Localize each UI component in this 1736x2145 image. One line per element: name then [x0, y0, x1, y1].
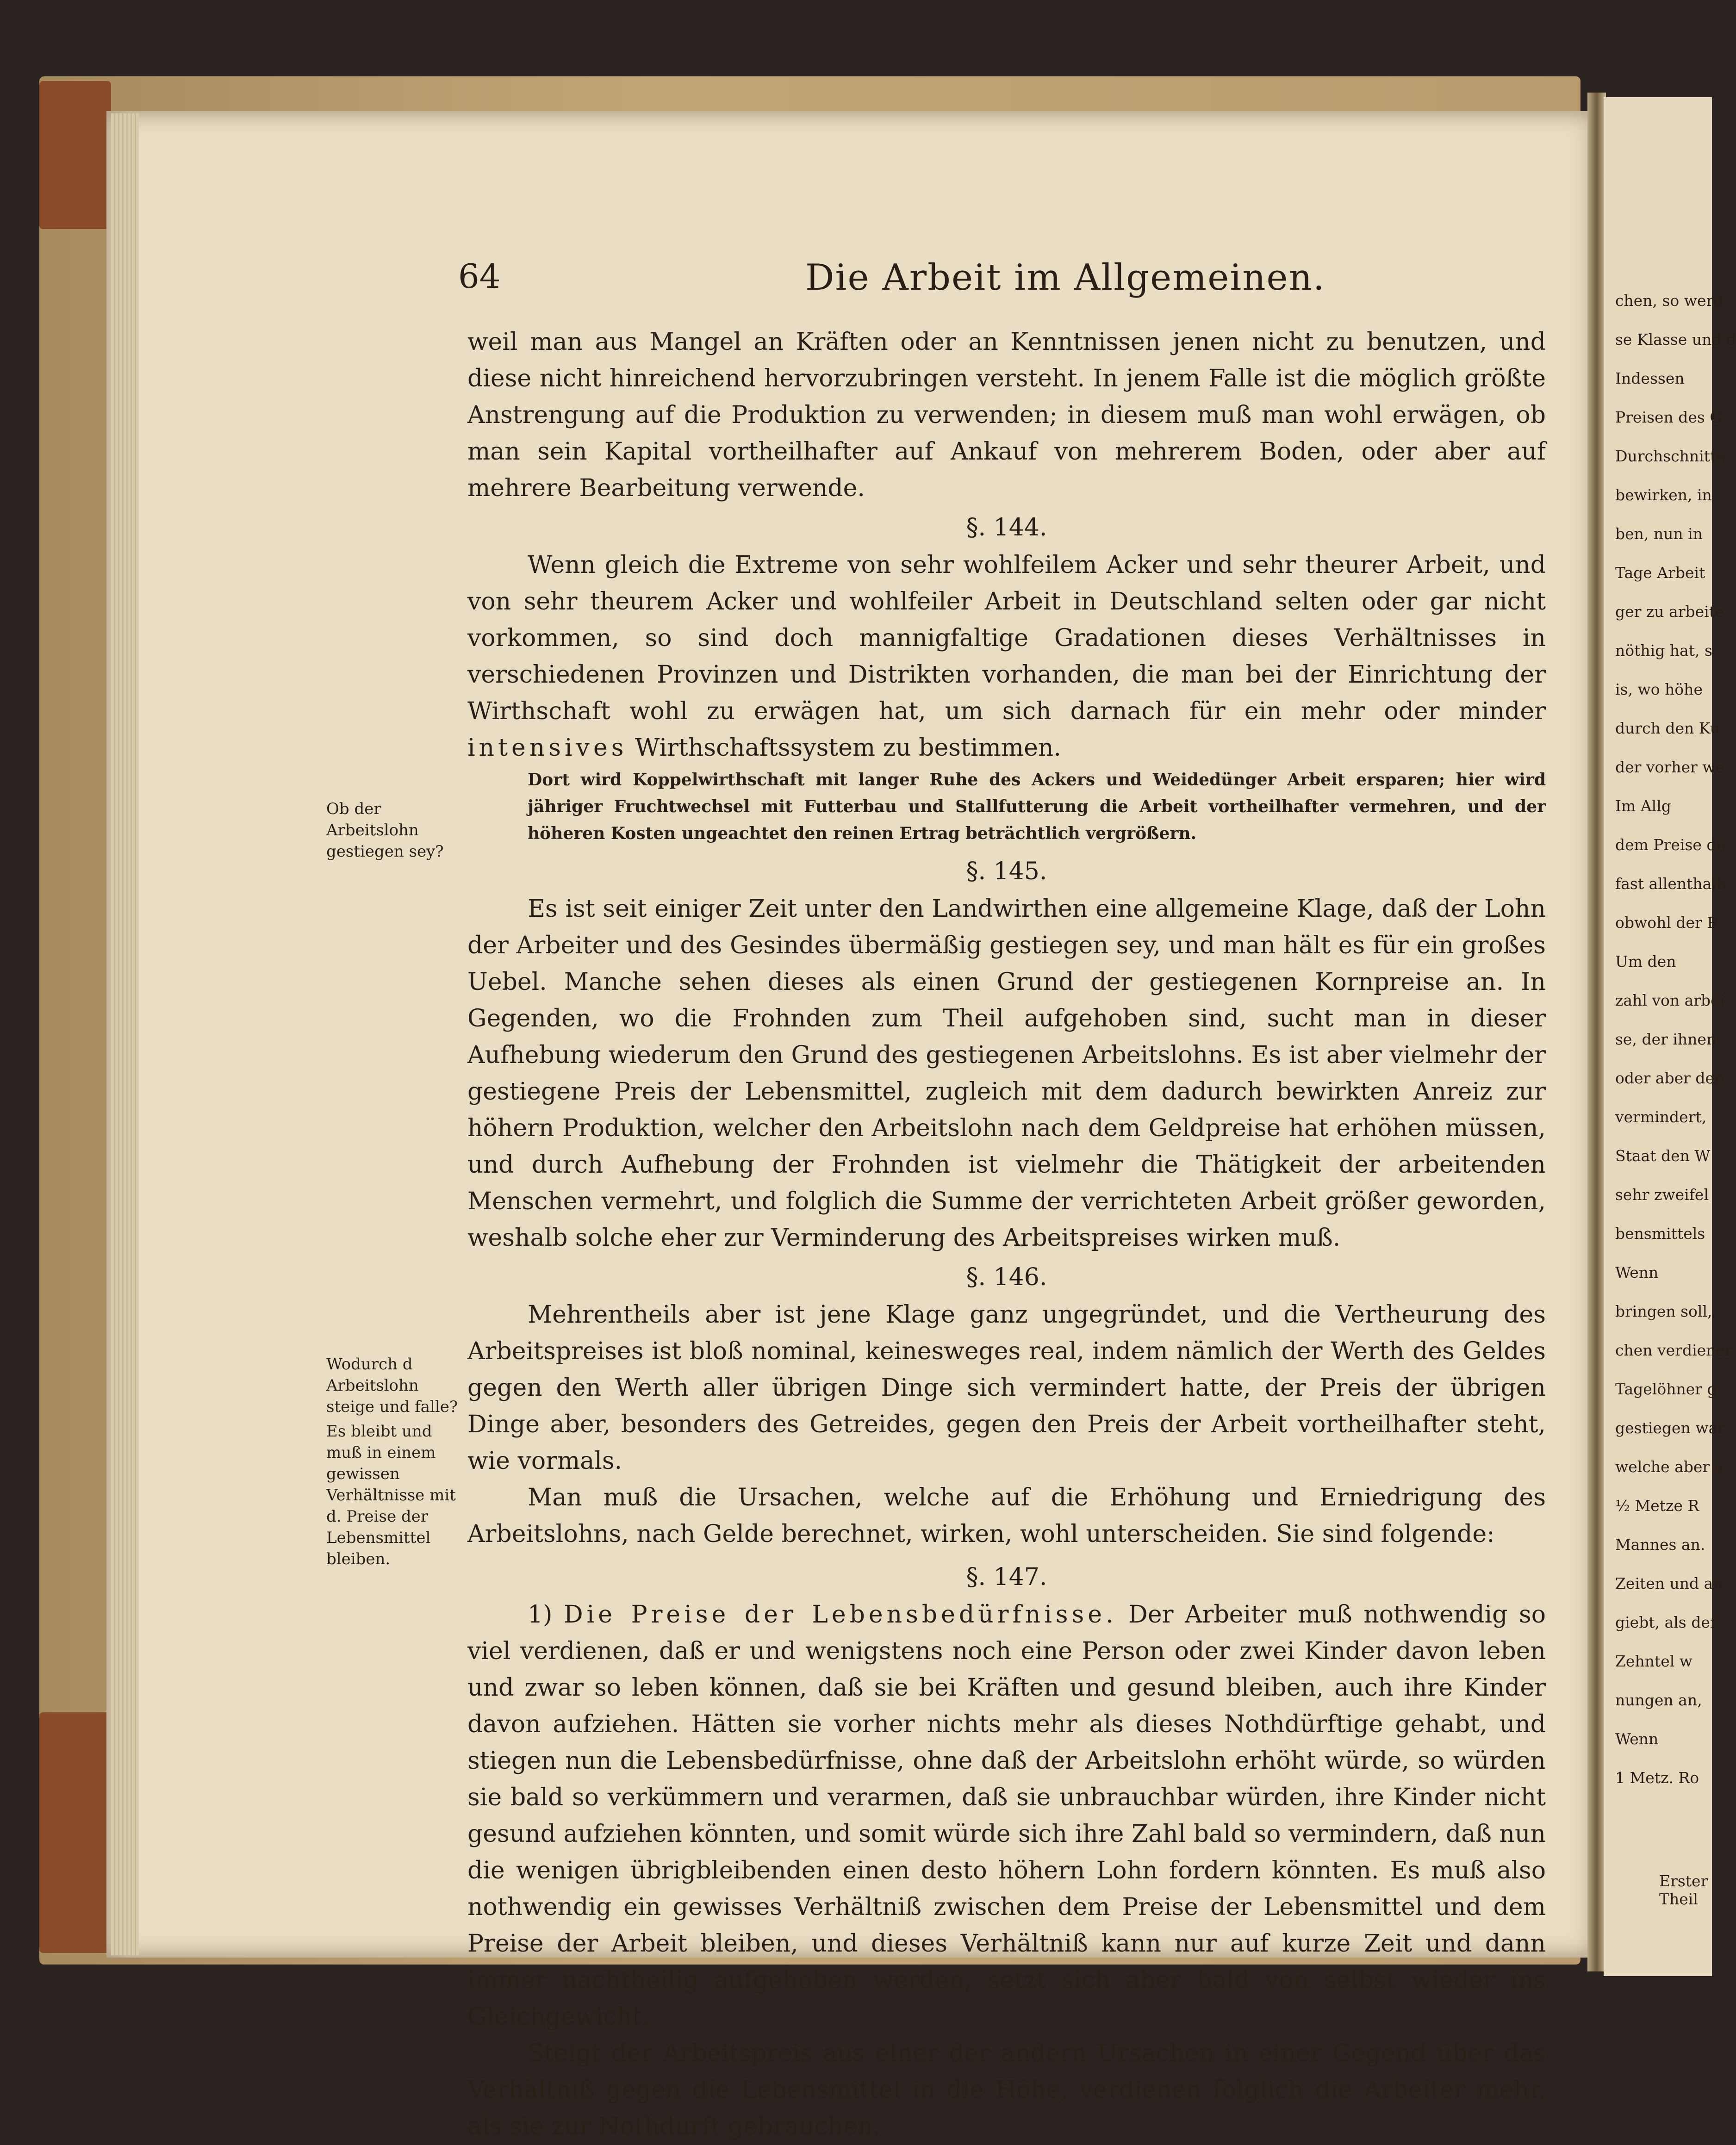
right-page-line: Mannes an.: [1615, 1536, 1705, 1554]
right-page-line: welche aber a: [1615, 1458, 1724, 1476]
right-page-line: ½ Metze R: [1615, 1497, 1699, 1515]
section-heading-144: §. 144.: [966, 514, 1047, 541]
right-page-line: vermindert,: [1615, 1108, 1707, 1126]
paragraph-147: [467, 1597, 1546, 2035]
right-page-line: Wenn: [1615, 1263, 1659, 1281]
right-page-line: bringen soll,: [1615, 1302, 1712, 1320]
right-page-footer: Erster Theil: [1659, 1872, 1708, 1908]
leather-corner-top: [39, 81, 111, 229]
leather-corner-bottom: [39, 1712, 111, 1953]
right-page-line: Wenn: [1615, 1730, 1659, 1748]
footnote-144: Dort wird Koppelwirthschaft mit langer Ruhe des Ackers und Weidedünger Arbeit ersparen; hier wird jähriger Fruchtwechsel mit Futterbau und Stallfutterung die Arbeit vortheilhafter vermehren, und der höheren Kosten ungeachtet den reinen Ertrag beträchtlich vergrößern.: [528, 770, 1546, 843]
paragraph-147-b: Steigt der Arbeitspreis aus einer der andern Ursachen in einer Gegend über das Verhältniß gegen die Lebensmittel in die Höhe, verdienen folglich die Arbeiter mehr, als sie zur Nothdurft gebrauchen,: [467, 2039, 1546, 2140]
right-page-line: der vorher we: [1615, 758, 1725, 776]
margin-note-cause: Wodurch d Arbeitslohn steige und falle?: [326, 1355, 458, 1416]
page-edge: [111, 113, 139, 1955]
paragraph-146: Mehrentheils aber ist jene Klage ganz ungegründet, und die Vertheurung des Arbeitspreises ist bloß nominal, keinesweges real, indem nämlich der Werth des Geldes gegen den Werth aller übrigen Dinge sich vermindert hatte, der Preis der übrigen Dinge aber, besonders des Getreides, gegen den Preis der Arbeit vortheilhafter steht, wie vormals.: [467, 1301, 1546, 1475]
spaced-word: intensives: [467, 734, 628, 762]
right-page-line: se Klasse und d: [1615, 330, 1736, 348]
page-number: 64: [458, 257, 501, 296]
right-page-line: Tagelöhner g: [1615, 1380, 1717, 1398]
margin-note-ratio: Es bleibt und muß in einem gewissen Verhältnisse mit d. Preise der Lebensmittel bleiben.: [326, 1422, 456, 1568]
right-page-line: ger zu arbeite: [1615, 603, 1724, 621]
right-page-line: Durchschnitte: [1615, 447, 1725, 465]
right-page-line: Preisen des G: [1615, 408, 1722, 426]
right-page-line: Zeiten und an: [1615, 1574, 1723, 1592]
right-page-line: sehr zweifel: [1615, 1186, 1709, 1204]
right-page-line: oder aber den: [1615, 1069, 1724, 1087]
page-header: [458, 257, 1541, 308]
right-page-line: Zehntel w: [1615, 1652, 1693, 1670]
right-page-line: dem Preise de: [1615, 836, 1726, 854]
paragraph-145: Es ist seit einiger Zeit unter den Landwirthen eine allgemeine Klage, daß der Lohn der Arbeiter und des Gesindes übermäßig gestiegen sey, und man hält es für ein großes Uebel. Manche sehen dieses als einen Grund der gestiegenen Kornpreise an. In Gegenden, wo die Frohnden zum Theil aufgehoben sind, sucht man in dieser Aufhebung wiederum den Grund des gestiegenen Arbeitslohns. Es ist aber vielmehr der gestiegene Preis der Lebensmittel, zugleich mit dem dadurch bewirkten Anreiz zur höhern Produktion, welcher den Arbeitslohn nach dem Geldpreise hat erhöhen müssen, und durch Aufhebung der Frohnden ist vielmehr die Thätigkeit der arbeitenden Menschen vermehrt, und folglich die Summe der verrichteten Arbeit größer geworden, weshalb solche eher zur Verminderung des Arbeitspreises wirken muß.: [467, 895, 1546, 1252]
right-page-line: is, wo höhe: [1615, 680, 1703, 698]
right-page-line: Staat den W: [1615, 1147, 1711, 1165]
paragraph-144-end: Wirthschaftssystem zu bestimmen.: [635, 734, 1061, 762]
running-title: Die Arbeit im Allgemeinen.: [805, 257, 1325, 298]
right-page-line: bensmittels: [1615, 1225, 1705, 1243]
right-page-line: ben, nun in: [1615, 525, 1703, 543]
paragraph-146-b: Man muß die Ursachen, welche auf die Erhöhung und Erniedrigung des Arbeitslohns, nach Gelde berechnet, wirken, wohl unterscheiden. Sie sind folgende:: [467, 1484, 1546, 1548]
paragraph-144: [467, 547, 1546, 766]
paragraph-144-text: Wenn gleich die Extreme von sehr wohlfeilem Acker und sehr theurer Arbeit, und von sehr theurem Acker und wohlfeiler Arbeit in Deutschland selten oder gar nicht vorkommen, so sind doch mannigfaltige Gradationen dieses Verhältnisses in verschiedenen Provinzen und Distrikten vorhanden, die man bei der Einrichtung der Wirthschaft wohl zu erwägen hat, um sich darnach für ein mehr oder minder: [467, 551, 1546, 725]
right-page-line: zahl von arbei: [1615, 991, 1725, 1009]
right-page-line: Indessen: [1615, 369, 1685, 387]
paragraph-147-text: Der Arbeiter muß nothwendig so viel verdienen, daß er und wenigstens noch eine Person oder zwei Kinder davon leben und zwar so leben können, daß sie bei Kräften und gesund bleiben, auch ihre Kinder davon aufziehen. Hätten sie vorher nichts mehr als dieses Nothdürftige gehabt, und stiegen nun die Lebensbedürfnisse, ohne daß der Arbeitslohn erhöht würde, so würden sie bald so verkümmern und verarmen, daß sie unbrauchbar würden, ihre Kinder nicht gesund aufziehen könnten, und somit würde sich ihre Zahl bald so vermindern, daß nun die wenigen übrigbleibenden einen desto höhern Lohn fordern könnten. Es muß also nothwendig ein gewisses Verhältniß zwischen dem Preise der Lebensmittel und dem Preise der Arbeit bleiben, und dieses Verhältniß kann nur auf kurze Zeit und dann immer nachtheilig aufgehoben werden, setzt sich aber bald von selbst wieder ins Gleichgewicht.: [467, 1601, 1546, 2031]
book-gutter: [1587, 93, 1606, 1971]
right-page-line: giebt, als der: [1615, 1613, 1717, 1631]
section-heading-146: §. 146.: [966, 1263, 1047, 1291]
right-page-line: nöthig hat, s: [1615, 641, 1712, 659]
right-page-line: se, der ihnen: [1615, 1030, 1717, 1048]
right-page-line: gestiegen war: [1615, 1419, 1725, 1437]
right-page-line: bewirken, in: [1615, 486, 1712, 504]
right-page-line: Um den: [1615, 952, 1676, 970]
right-page-line: Tage Arbeit: [1615, 564, 1705, 582]
margin-note-wage: Ob der Arbeitslohn gestiegen sey?: [326, 800, 444, 861]
page-body: [467, 324, 1546, 2145]
intro-paragraph: weil man aus Mangel an Kräften oder an Kenntnissen jenen nicht zu benutzen, und diese nicht hinreichend hervorzubringen versteht. In jenem Falle ist die möglich größte Anstrengung auf die Produktion zu verwenden; in diesem muß man wohl erwägen, ob man sein Kapital vortheilhafter auf Ankauf von mehrerem Boden, oder aber auf mehrere Bearbeitung verwende.: [467, 328, 1546, 502]
right-page-line: fast allenthalb: [1615, 875, 1727, 893]
right-page-line: chen, so werd: [1615, 292, 1724, 310]
item-title: Die Preise der Lebensbedürfnisse.: [563, 1601, 1117, 1629]
right-page-line: 1 Metz. Ro: [1615, 1769, 1699, 1787]
right-page-line: obwohl der R: [1615, 914, 1719, 932]
section-heading-145: §. 145.: [966, 858, 1047, 885]
right-page-line: Im Allg: [1615, 797, 1671, 815]
right-page-line: nungen an,: [1615, 1691, 1702, 1709]
right-page-line: chen verdiener: [1615, 1341, 1732, 1359]
section-heading-147: §. 147.: [966, 1563, 1047, 1591]
item-number: 1): [528, 1601, 553, 1629]
right-page-line: durch den Ku: [1615, 719, 1720, 737]
